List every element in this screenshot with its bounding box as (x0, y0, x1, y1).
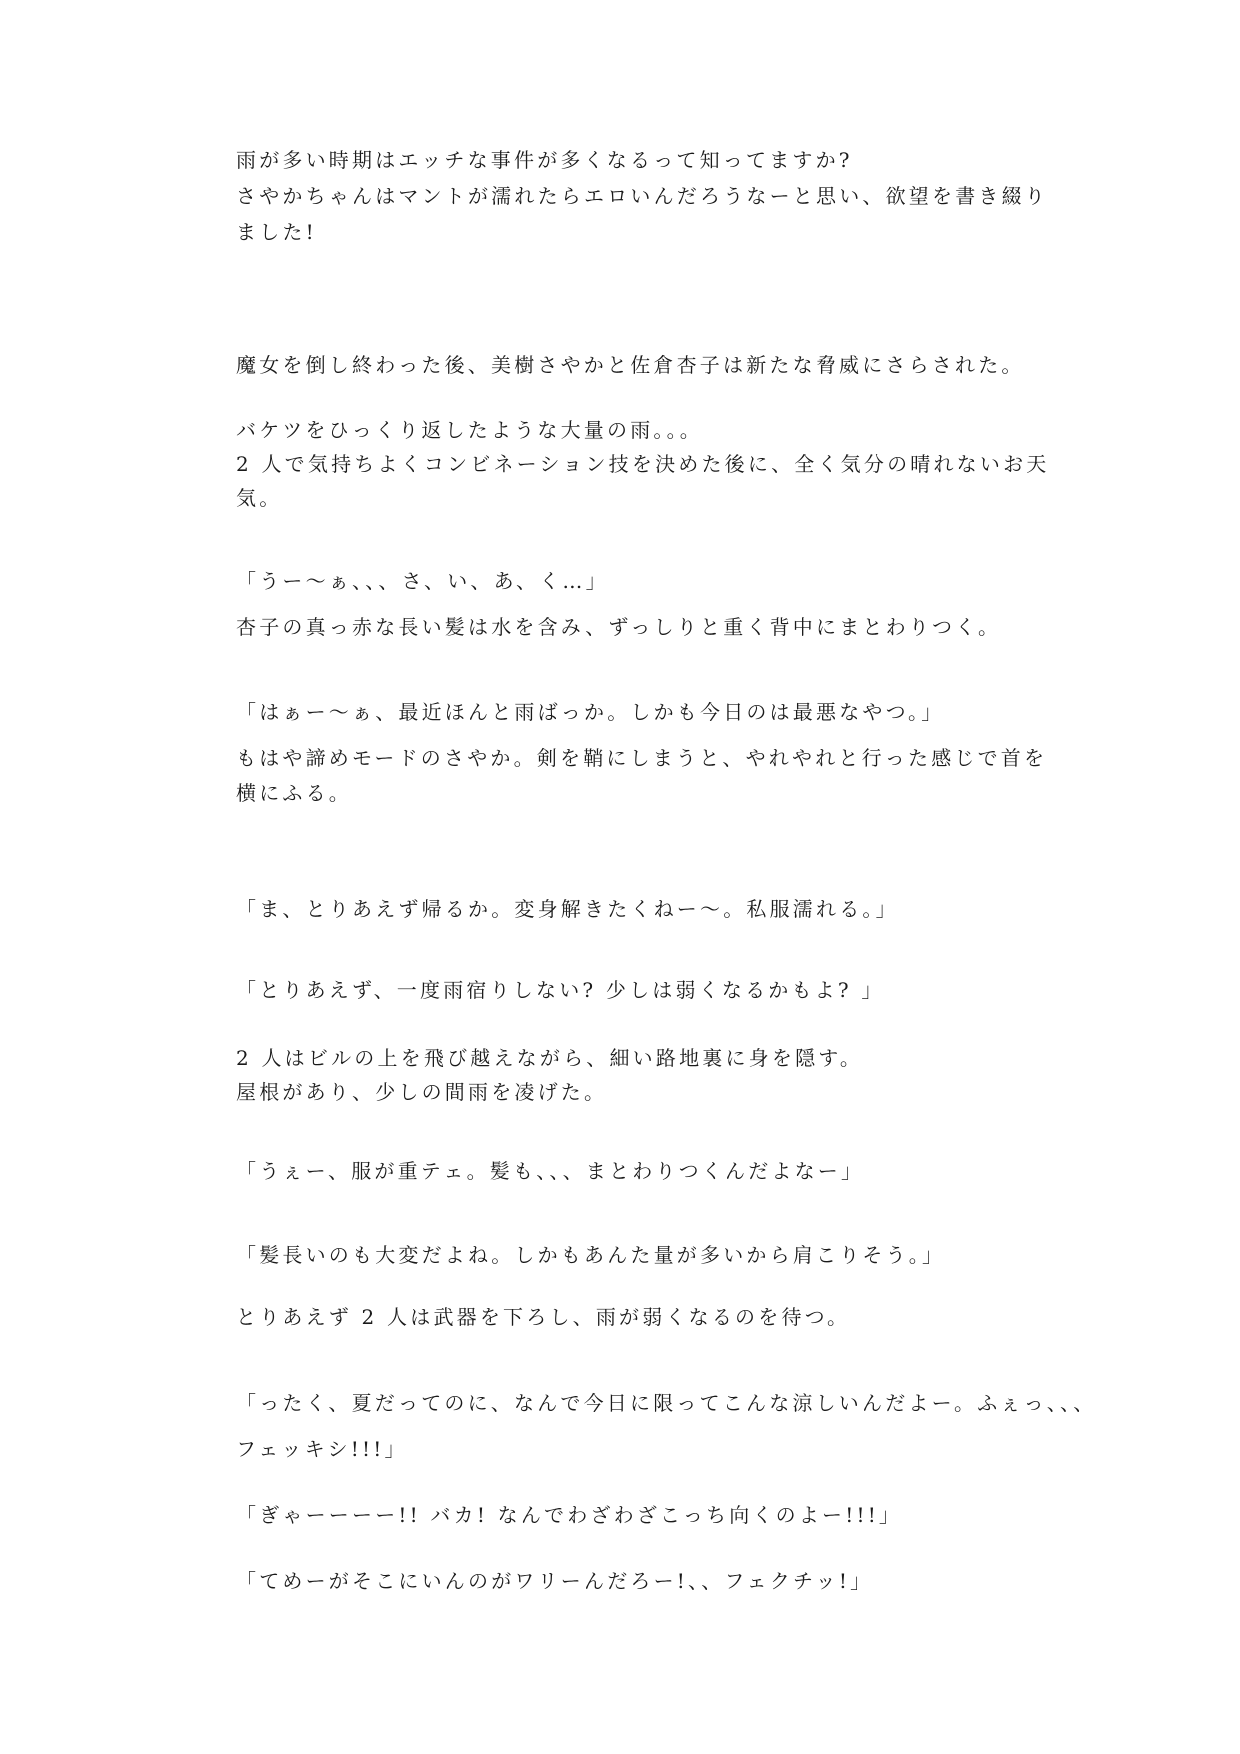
text-line-15: 2 人はビルの上を飛び越えながら、細い路地裏に身を隠す。 (236, 1046, 864, 1070)
text-line-7: 気。 (236, 486, 283, 510)
text-line-2: さやかちゃんはマントが濡れたらエロいんだろうなーと思い、欲望を書き綴り (236, 184, 1048, 208)
text-line-11: もはや諦めモードのさやか。剣を鞘にしまうと、やれやれと行った感じで首を (236, 746, 1048, 770)
text-line-21: フェッキシ!!!」 (236, 1437, 408, 1461)
text-line-18: 「髪長いのも大変だよね。しかもあんた量が多いから肩こりそう。」 (236, 1243, 946, 1267)
text-line-17: 「うぇー、服が重テェ。髪も、、、まとわりつくんだよなー」 (236, 1159, 865, 1183)
text-line-1: 雨が多い時期はエッチな事件が多くなるって知ってますか? (236, 148, 853, 172)
text-line-20: 「ったく、夏だってのに、なんで今日に限ってこんな涼しいんだよー。ふぇっ、、、 (236, 1391, 1097, 1415)
text-line-8: 「うー〜ぁ、、、さ、い、あ、く…」 (236, 569, 609, 593)
text-line-6: 2 人で気持ちよくコンビネーション技を決めた後に、全く気分の晴れないお天 (236, 452, 1050, 476)
text-line-5: バケツをひっくり返したような大量の雨。。。 (236, 418, 703, 442)
text-line-14: 「とりあえず、一度雨宿りしない? 少しは弱くなるかもよ? 」 (236, 978, 885, 1002)
text-line-16: 屋根があり、少しの間雨を凌げた。 (236, 1080, 608, 1104)
text-line-13: 「ま、とりあえず帰るか。変身解きたくねー〜。私服濡れる。」 (236, 897, 899, 921)
text-line-19: とりあえず 2 人は武器を下ろし、雨が弱くなるのを待つ。 (236, 1305, 851, 1329)
text-line-10: 「はぁー〜ぁ、最近ほんと雨ばっか。しかも今日のは最悪なやつ。」 (236, 700, 945, 724)
text-line-12: 横にふる。 (236, 781, 352, 805)
text-line-4: 魔女を倒し終わった後、美樹さやかと佐倉杏子は新たな脅威にさらされた。 (236, 353, 1025, 377)
text-line-23: 「てめーがそこにいんのがワリーんだろー!、、フェクチッ!」 (236, 1569, 874, 1593)
text-line-9: 杏子の真っ赤な長い髪は水を含み、ずっしりと重く背中にまとわりつく。 (236, 615, 1002, 639)
text-line-3: ました! (236, 220, 317, 244)
text-line-22: 「ぎゃーーーー!! バカ! なんでわざわざこっち向くのよー!!!」 (236, 1503, 903, 1527)
